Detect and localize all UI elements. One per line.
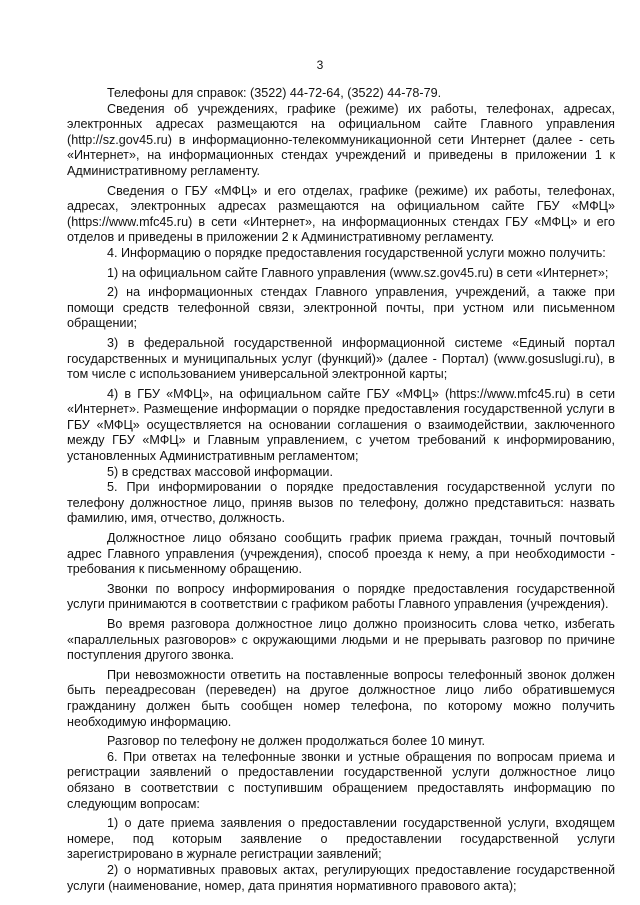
paragraph-schedule: Должностное лицо обязано сообщить график приема граждан, точный почтовый адрес Главного управления (учреждения), способ проезда к нему, а при необходимости - требования к письменному обращению.: [67, 531, 615, 577]
paragraph-item-6: 6. При ответах на телефонные звонки и устные обращения по вопросам приема и регистрации заявлений о предоставлении государственной услуги должностное лицо обязано в соответствии с поступившим обращением предоставлять информацию по следующим вопросам:: [67, 749, 615, 811]
paragraph-mfc-info: Сведения о ГБУ «МФЦ» и его отделах, графике (режиме) их работы, телефонах, адресах, электронных адресах размещаются на официальном сайте ГБУ «МФЦ» (https://www.mfc45.ru) в сети «Интернет», на информационных стендах ГБУ «МФЦ» и его отделов и приведены в приложении 2 к Административному регламенту.: [67, 183, 615, 245]
paragraph-calls: Звонки по вопросу информирования о порядке предоставления государственной услуги принимаются в соответствии с графиком работы Главного управления (учреждения).: [67, 581, 615, 612]
paragraph-institutions-info: Сведения об учреждениях, графике (режиме) их работы, телефонах, адресах, электронных адресах размещаются на официальном сайте Главного управления (http://sz.gov45.ru) в информационно-телекоммуникационной сети Интернет (далее - сеть «Интернет», на информационных стендах учреждений и приведены в приложении 1 к Административному регламенту.: [67, 101, 615, 178]
paragraph-item-4-3: 3) в федеральной государственной информационной системе «Единый портал государственных и муниципальных услуг (функций)» (далее - Портал) (www.gosuslugi.ru), в том числе с использованием универсальной электронной карты;: [67, 335, 615, 382]
paragraph-phones: Телефоны для справок: (3522) 44-72-64, (3522) 44-78-79.: [107, 86, 442, 100]
paragraph-duration: Разговор по телефону не должен продолжаться более 10 минут.: [107, 734, 485, 749]
paragraph-item-6-2: 2) о нормативных правовых актах, регулирующих предоставление государственной услуги (наименование, номер, дата принятия нормативного правового акта);: [67, 862, 615, 893]
paragraph-item-4: 4. Информацию о порядке предоставления государственной услуги можно получить:: [107, 245, 606, 260]
paragraph-redirect: При невозможности ответить на поставленные вопросы телефонный звонок должен быть переадресован (переведен) на другое должностное лицо либо обратившемуся гражданину должен быть сообщен номер телефона, по которому можно получить необходимую информацию.: [67, 667, 615, 729]
paragraph-item-4-2: 2) на информационных стендах Главного управления, учреждений, а также при помощи средств телефонной связи, электронной почты, при устном или письменном обращении;: [67, 285, 615, 331]
paragraph-item-4-4: 4) в ГБУ «МФЦ», на официальном сайте ГБУ «МФЦ» (https://www.mfc45.ru) в сети «Интернет». Размещение информации о порядке предоставления государственной услуги в ГБУ «МФЦ» осуществляется на основании соглашения о взаимодействии, заключенного между ГБУ «МФЦ» и Главным управлением, с учетом требований к информированию, установленных Административным регламентом;: [67, 386, 615, 464]
paragraph-item-4-1: 1) на официальном сайте Главного управления (www.sz.gov45.ru) в сети «Интернет»;: [107, 265, 609, 280]
page-number: 3: [316, 58, 324, 72]
paragraph-item-4-5: 5) в средствах массовой информации.: [107, 464, 333, 479]
paragraph-item-6-1: 1) о дате приема заявления о предоставлении государственной услуги, входящем номере, под которым заявление о предоставлении государственной услуги зарегистрировано в журнале регистрации заявлений;: [67, 816, 615, 862]
paragraph-item-5: 5. При информировании о порядке предоставления государственной услуги по телефону должностное лицо, приняв вызов по телефону, должно представиться: назвать фамилию, имя, отчество, должность.: [67, 480, 615, 526]
document-body: [67, 86, 615, 894]
paragraph-conversation: Во время разговора должностное лицо должно произносить слова четко, избегать «параллельных разговоров» с окружающими людьми и не прерывать разговор по причине поступления другого звонка.: [67, 617, 615, 663]
